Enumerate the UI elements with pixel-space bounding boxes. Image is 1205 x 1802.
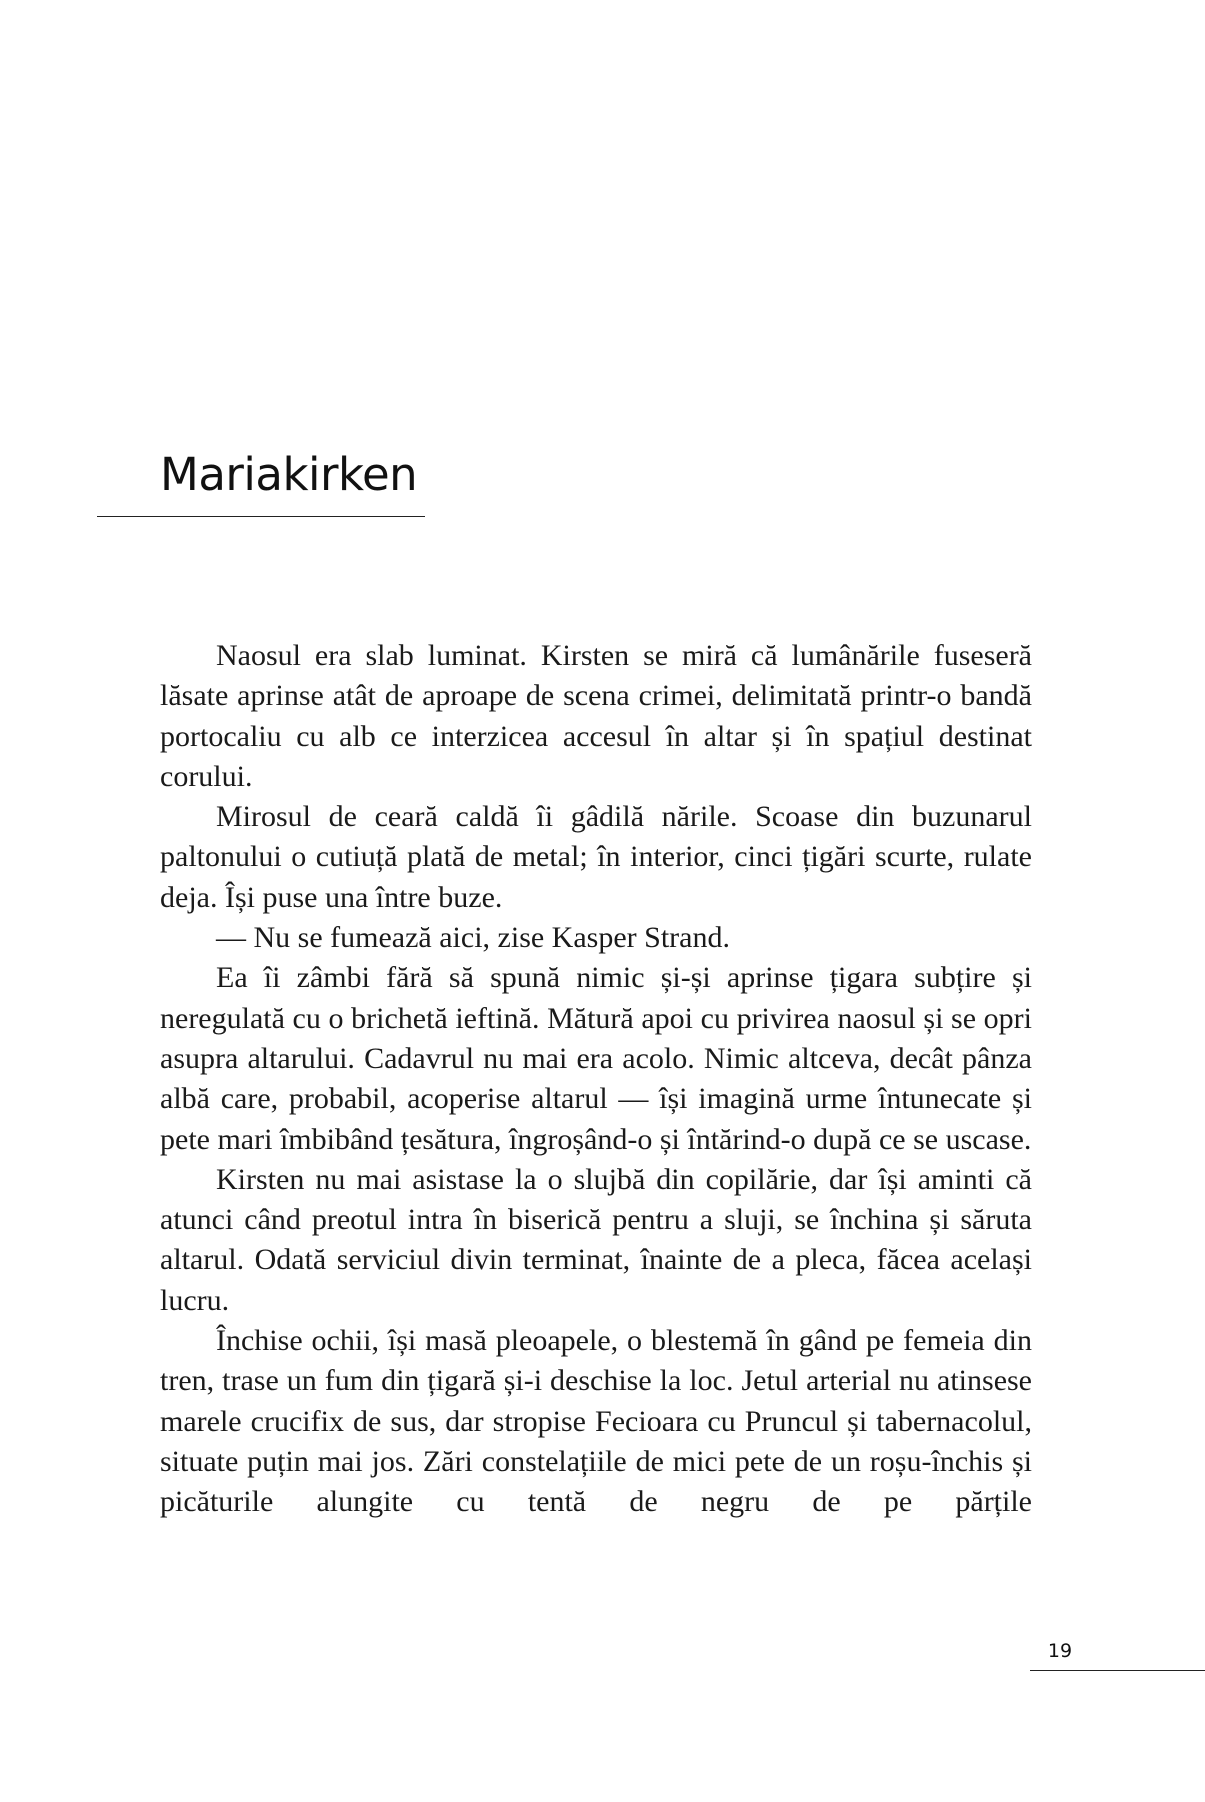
paragraph: Ea îi zâmbi fără să spună nimic și-și aprinse țigara subțire și neregulată cu o brichetă ieftină. Mătură apoi cu privirea naosul și se opri asupra altarului. Cadavrul nu mai era acolo. Nimic altceva, decât pânza albă care, probabil, acoperise altarul — își imagină urme întunecate și pete mari îmbibând țesătura, îngroșând-o și întărind-o după ce se uscase. — [160, 961, 1032, 1156]
paragraph: Naosul era slab luminat. Kirsten se miră că lumânările fuseseră lăsate aprinse atât de aproape de scena crimei, delimitată printr-o bandă portocaliu cu alb ce interzicea accesul în altar și în spațiul destinat corului. — [160, 639, 1032, 793]
chapter-body — [160, 636, 1032, 1523]
page-number-rule — [1030, 1670, 1205, 1671]
title-divider — [97, 516, 425, 517]
paragraph: Închise ochii, își masă pleoapele, o blestemă în gând pe femeia din tren, trase un fum din țigară și-i deschise la loc. Jetul arterial nu atinsese marele crucifix de sus, dar stropise Fecioara cu Pruncul și tabernacolul, situate puțin mai jos. Zări constelațiile de mici pete de un roșu-închis și picăturile alungite cu tentă de negru de pe părțile — [160, 1324, 1032, 1519]
page-number: 19 — [1047, 1640, 1073, 1662]
paragraph: Mirosul de ceară caldă îi gâdilă nările. Scoase din buzunarul paltonului o cutiuță plată de metal; în interior, cinci țigări scurte, rulate deja. Își puse una între buze. — [160, 800, 1032, 914]
paragraph: Kirsten nu mai asistase la o slujbă din copilărie, dar își aminti că atunci când preotul intra în biserică pentru a sluji, se închina și săruta altarul. Odată serviciul divin terminat, înainte de a pleca, făcea același lucru. — [160, 1162, 1032, 1317]
dialogue-line: — Nu se fumează aici, zise Kasper Strand. — [216, 921, 730, 955]
chapter-title: Mariakirken — [160, 448, 418, 501]
